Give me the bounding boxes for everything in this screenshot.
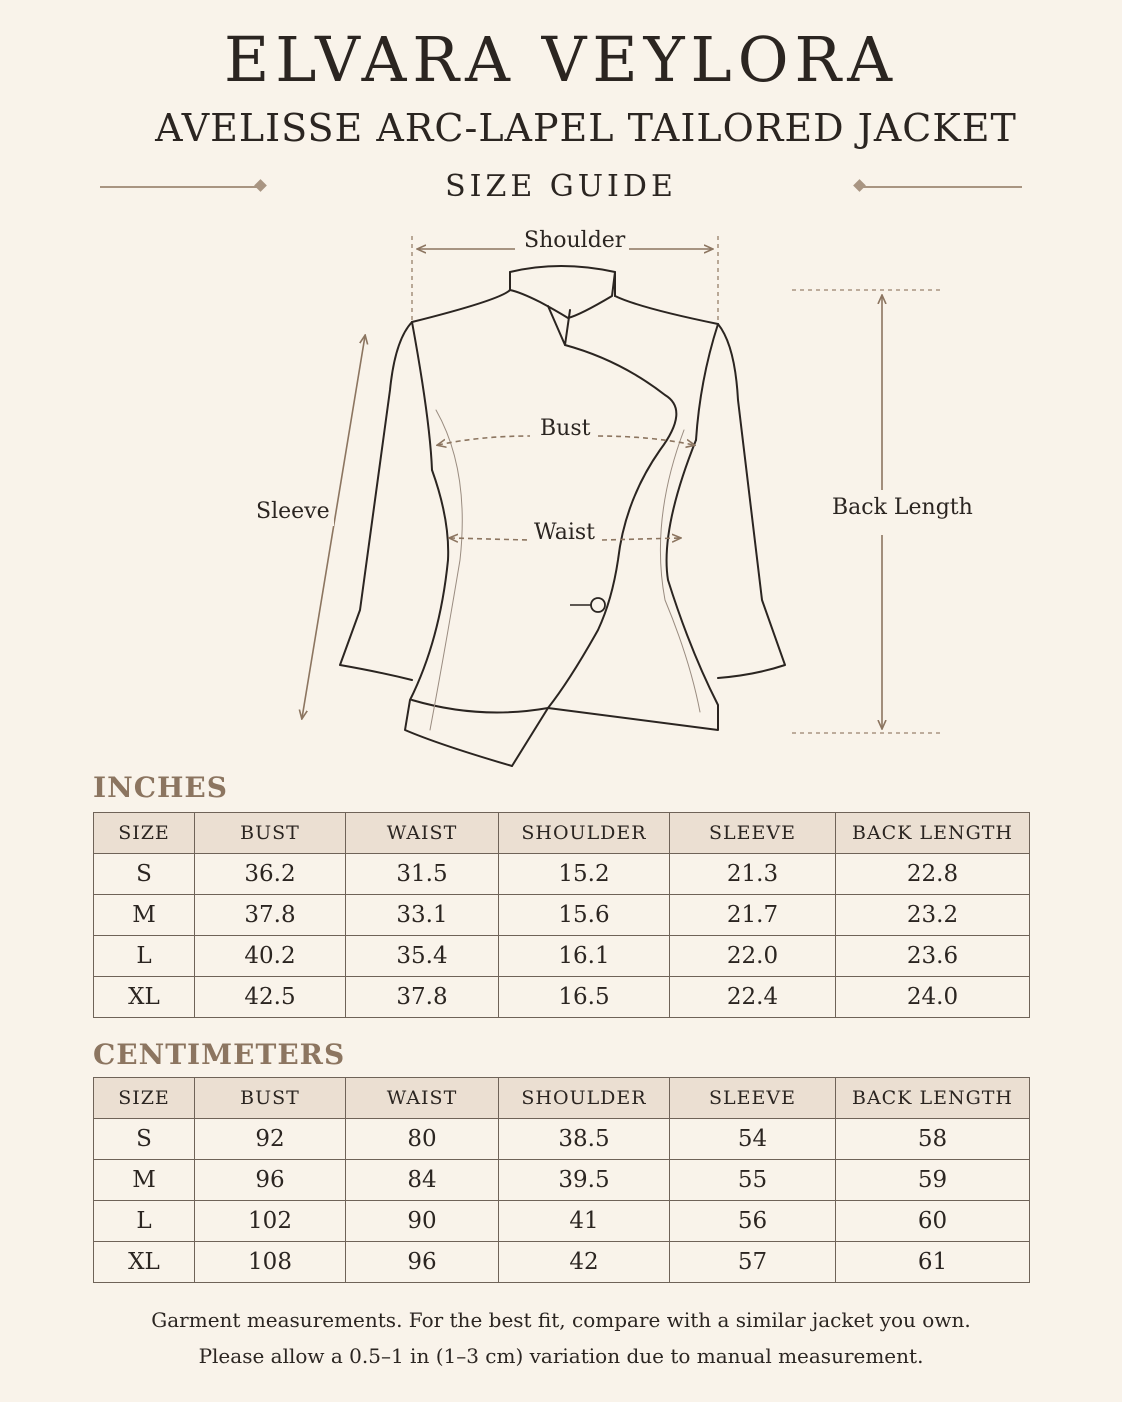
table-cell: 90 [346, 1201, 499, 1242]
column-header-back-length: BACK LENGTH [836, 1078, 1030, 1119]
table-cell: 96 [195, 1160, 346, 1201]
column-header-shoulder: SHOULDER [499, 813, 670, 854]
column-header-waist: WAIST [346, 813, 499, 854]
size-guide-heading [100, 168, 1022, 208]
table-cell: 56 [670, 1201, 836, 1242]
table-cell: 37.8 [195, 895, 346, 936]
divider-line-right [862, 186, 1022, 188]
shoulder-label: Shoulder [520, 227, 629, 255]
table-cell: 41 [499, 1201, 670, 1242]
table-row [94, 895, 1030, 936]
table-cell: 22.0 [670, 936, 836, 977]
column-header-size: SIZE [94, 1078, 195, 1119]
table-cell: 16.5 [499, 977, 670, 1018]
table-cell: 59 [836, 1160, 1030, 1201]
table-cell: 31.5 [346, 854, 499, 895]
inches-size-table [93, 812, 1030, 1018]
table-cell: 96 [346, 1242, 499, 1283]
column-header-waist: WAIST [346, 1078, 499, 1119]
table-row [94, 1242, 1030, 1283]
column-header-bust: BUST [195, 813, 346, 854]
button-icon [591, 598, 605, 612]
table-cell: XL [94, 1242, 195, 1283]
footer-note-line-1: Garment measurements. For the best fit, compare with a similar jacket you own. [151, 1308, 971, 1332]
table-row [94, 977, 1030, 1018]
column-header-sleeve: SLEEVE [670, 813, 836, 854]
table-header-row [94, 1078, 1030, 1119]
table-cell: S [94, 854, 195, 895]
table-cell: 35.4 [346, 936, 499, 977]
table-cell: 15.2 [499, 854, 670, 895]
table-row [94, 1119, 1030, 1160]
column-header-back-length: BACK LENGTH [836, 813, 1030, 854]
table-row [94, 936, 1030, 977]
table-cell: 61 [836, 1242, 1030, 1283]
table-cell: 22.8 [836, 854, 1030, 895]
table-cell: 40.2 [195, 936, 346, 977]
column-header-sleeve: SLEEVE [670, 1078, 836, 1119]
table-row [94, 1160, 1030, 1201]
footer-note-line-2: Please allow a 0.5–1 in (1–3 cm) variation due to manual measurement. [198, 1344, 924, 1368]
sleeve-measure [302, 336, 365, 718]
table-cell: 22.4 [670, 977, 836, 1018]
table-cell: XL [94, 977, 195, 1018]
centimeters-size-table [93, 1077, 1030, 1283]
table-cell: 23.2 [836, 895, 1030, 936]
waist-label: Waist [530, 519, 599, 547]
table-cell: 84 [346, 1160, 499, 1201]
table-cell: 21.7 [670, 895, 836, 936]
table-cell: M [94, 1160, 195, 1201]
table-cell: 39.5 [499, 1160, 670, 1201]
table-cell: 33.1 [346, 895, 499, 936]
sleeve-label: Sleeve [252, 498, 334, 526]
table-cell: 21.3 [670, 854, 836, 895]
size-guide-title: SIZE GUIDE [445, 169, 677, 204]
centimeters-section-title: CENTIMETERS [93, 1038, 346, 1071]
table-cell: 23.6 [836, 936, 1030, 977]
column-header-size: SIZE [94, 813, 195, 854]
back-length-label: Back Length [828, 494, 977, 522]
table-cell: L [94, 936, 195, 977]
table-header-row [94, 813, 1030, 854]
table-cell: 42.5 [195, 977, 346, 1018]
table-cell: 38.5 [499, 1119, 670, 1160]
table-cell: 58 [836, 1119, 1030, 1160]
table-cell: M [94, 895, 195, 936]
table-cell: 36.2 [195, 854, 346, 895]
inches-section-title: INCHES [93, 771, 228, 804]
column-header-shoulder: SHOULDER [499, 1078, 670, 1119]
table-cell: 24.0 [836, 977, 1030, 1018]
table-cell: 54 [670, 1119, 836, 1160]
jacket-outline [340, 266, 785, 766]
product-title: AVELISSE ARC-LAPEL TAILORED JACKET [155, 106, 1017, 150]
table-cell: 80 [346, 1119, 499, 1160]
table-cell: 37.8 [346, 977, 499, 1018]
table-cell: L [94, 1201, 195, 1242]
table-row [94, 854, 1030, 895]
table-cell: S [94, 1119, 195, 1160]
table-cell: 92 [195, 1119, 346, 1160]
table-cell: 15.6 [499, 895, 670, 936]
table-cell: 108 [195, 1242, 346, 1283]
table-cell: 55 [670, 1160, 836, 1201]
table-cell: 102 [195, 1201, 346, 1242]
table-cell: 16.1 [499, 936, 670, 977]
table-cell: 60 [836, 1201, 1030, 1242]
column-header-bust: BUST [195, 1078, 346, 1119]
table-cell: 42 [499, 1242, 670, 1283]
table-cell: 57 [670, 1242, 836, 1283]
brand-name: ELVARA VEYLORA [224, 23, 898, 96]
table-row [94, 1201, 1030, 1242]
bust-label: Bust [536, 415, 594, 443]
